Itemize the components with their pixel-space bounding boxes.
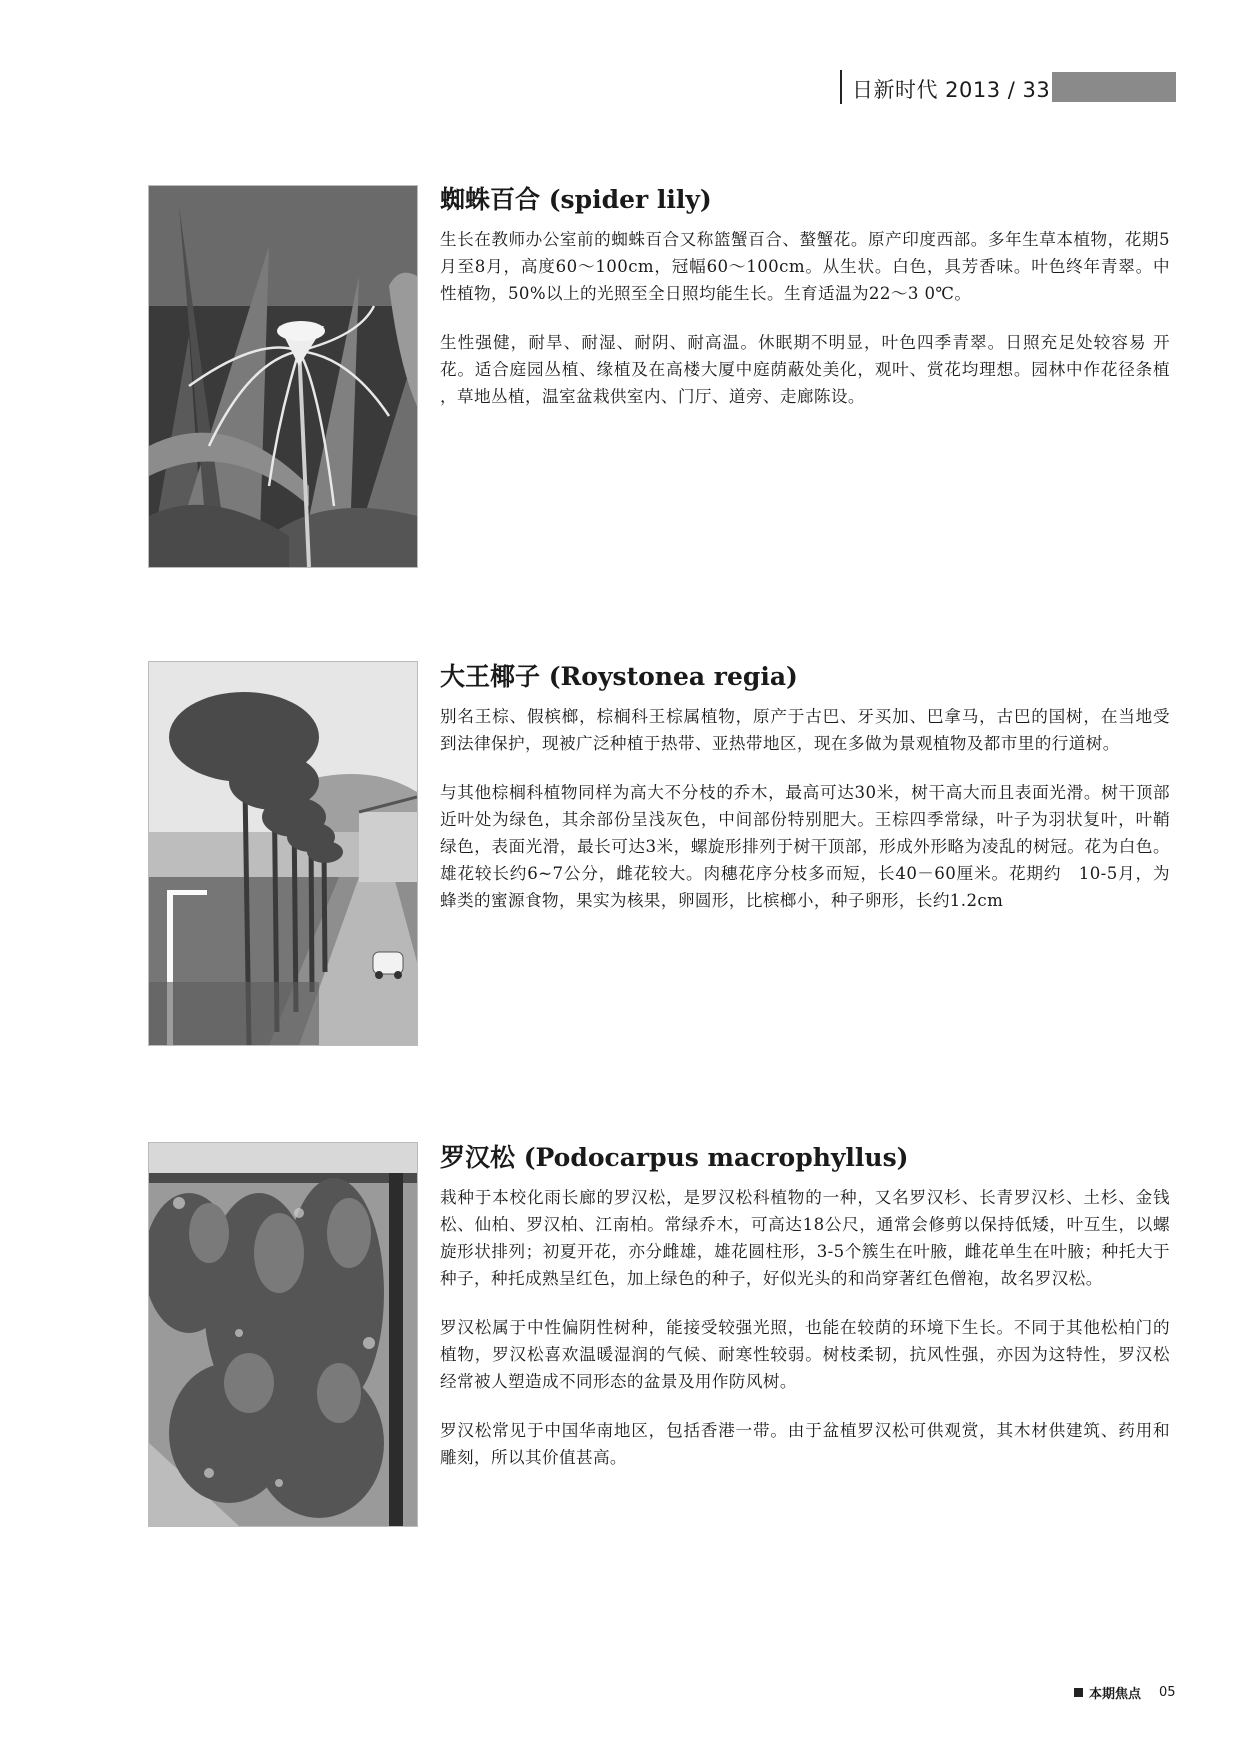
paragraph: 与其他棕榈科植物同样为高大不分枝的乔木，最高可达30米，树干高大而且表面光滑。树干顶部近叶处为绿色，其余部份呈浅灰色，中间部份特别肥大。王棕四季常绿，叶子为羽状复叶，叶鞘绿色，表面光滑，最长可达3米，螺旋形排列于树干顶部，形成外形略为凌乱的树冠。花为白色。雄花较长约6~7公分，雌花较大。肉穗花序分枝多而短，长40－60厘米。花期约 10-5月，为蜂类的蜜源食物，果实为核果，卵圆形，比槟榔小，种子卵形，长约1.2cm xyxy=(440,783,1170,910)
paragraph: 罗汉松属于中性偏阴性树种，能接受较强光照，也能在较荫的环境下生长。不同于其他松柏门的植物，罗汉松喜欢温暖湿润的气候、耐寒性较弱。树枝柔韧，抗风性强，亦因为这特性，罗汉松经常被人塑造成不同形态的盆景及用作防风树。 xyxy=(440,1318,1170,1391)
spider-lily-photo xyxy=(148,185,418,568)
section-title: 大王椰子 (Roystonea regia) xyxy=(440,662,798,691)
footer-label: 本期焦点 xyxy=(1089,1687,1142,1702)
section-podocarpus xyxy=(440,1138,1170,1493)
square-bullet-icon xyxy=(1074,1688,1083,1697)
paragraph: 别名王棕、假槟榔，棕榈科王棕属植物，原产于古巴、牙买加、巴拿马，古巴的国树，在当地受到法律保护，现被广泛种植于热带、亚热带地区，现在多做为景观植物及都市里的行道树。 xyxy=(440,707,1170,753)
section-title: 罗汉松 (Podocarpus macrophyllus) xyxy=(440,1143,909,1172)
header-bar xyxy=(1052,72,1176,102)
paragraph: 生长在教师办公室前的蜘蛛百合又称篮蟹百合、螯蟹花。原产印度西部。多年生草本植物，花期5月至8月，高度60～100cm，冠幅60～100cm。从生状。白色，具芳香味。叶色终年青翠。中性植物，50%以上的光照至全日照均能生长。生育适温为22～3 0℃。 xyxy=(440,230,1170,303)
running-header: 日新时代 2013 / 33 xyxy=(852,78,1051,102)
podocarpus-photo xyxy=(148,1142,418,1527)
royal-palm-photo xyxy=(148,661,418,1046)
page-footer xyxy=(1074,1683,1176,1702)
page-number: 05 xyxy=(1159,1685,1176,1700)
section-spider-lily xyxy=(440,180,1170,432)
paragraph: 生性强健，耐旱、耐湿、耐阴、耐高温。休眠期不明显，叶色四季青翠。日照充足处较容易 开花。适合庭园丛植、缘植及在高楼大厦中庭荫蔽处美化，观叶、赏花均理想。园林中作花径条植 ，草地丛植，温室盆栽供室内、门厅、道旁、走廊陈设。 xyxy=(440,333,1170,406)
header-divider xyxy=(840,70,842,104)
paragraph: 栽种于本校化雨长廊的罗汉松，是罗汉松科植物的一种，又名罗汉杉、长青罗汉杉、土杉、金钱松、仙柏、罗汉柏、江南柏。常绿乔木，可高达18公尺，通常会修剪以保持低矮，叶互生，以螺旋形状排列；初夏开花，亦分雌雄，雄花圆柱形，3-5个簇生在叶腋，雌花单生在叶腋；种托大于种子，种托成熟呈红色，加上绿色的种子，好似光头的和尚穿著红色僧袍，故名罗汉松。 xyxy=(440,1188,1170,1288)
paragraph: 罗汉松常见于中国华南地区，包括香港一带。由于盆植罗汉松可供观赏，其木材供建筑、药用和雕刻，所以其价值甚高。 xyxy=(440,1421,1170,1467)
section-title: 蜘蛛百合 (spider lily) xyxy=(440,185,712,214)
section-royal-palm xyxy=(440,657,1170,936)
